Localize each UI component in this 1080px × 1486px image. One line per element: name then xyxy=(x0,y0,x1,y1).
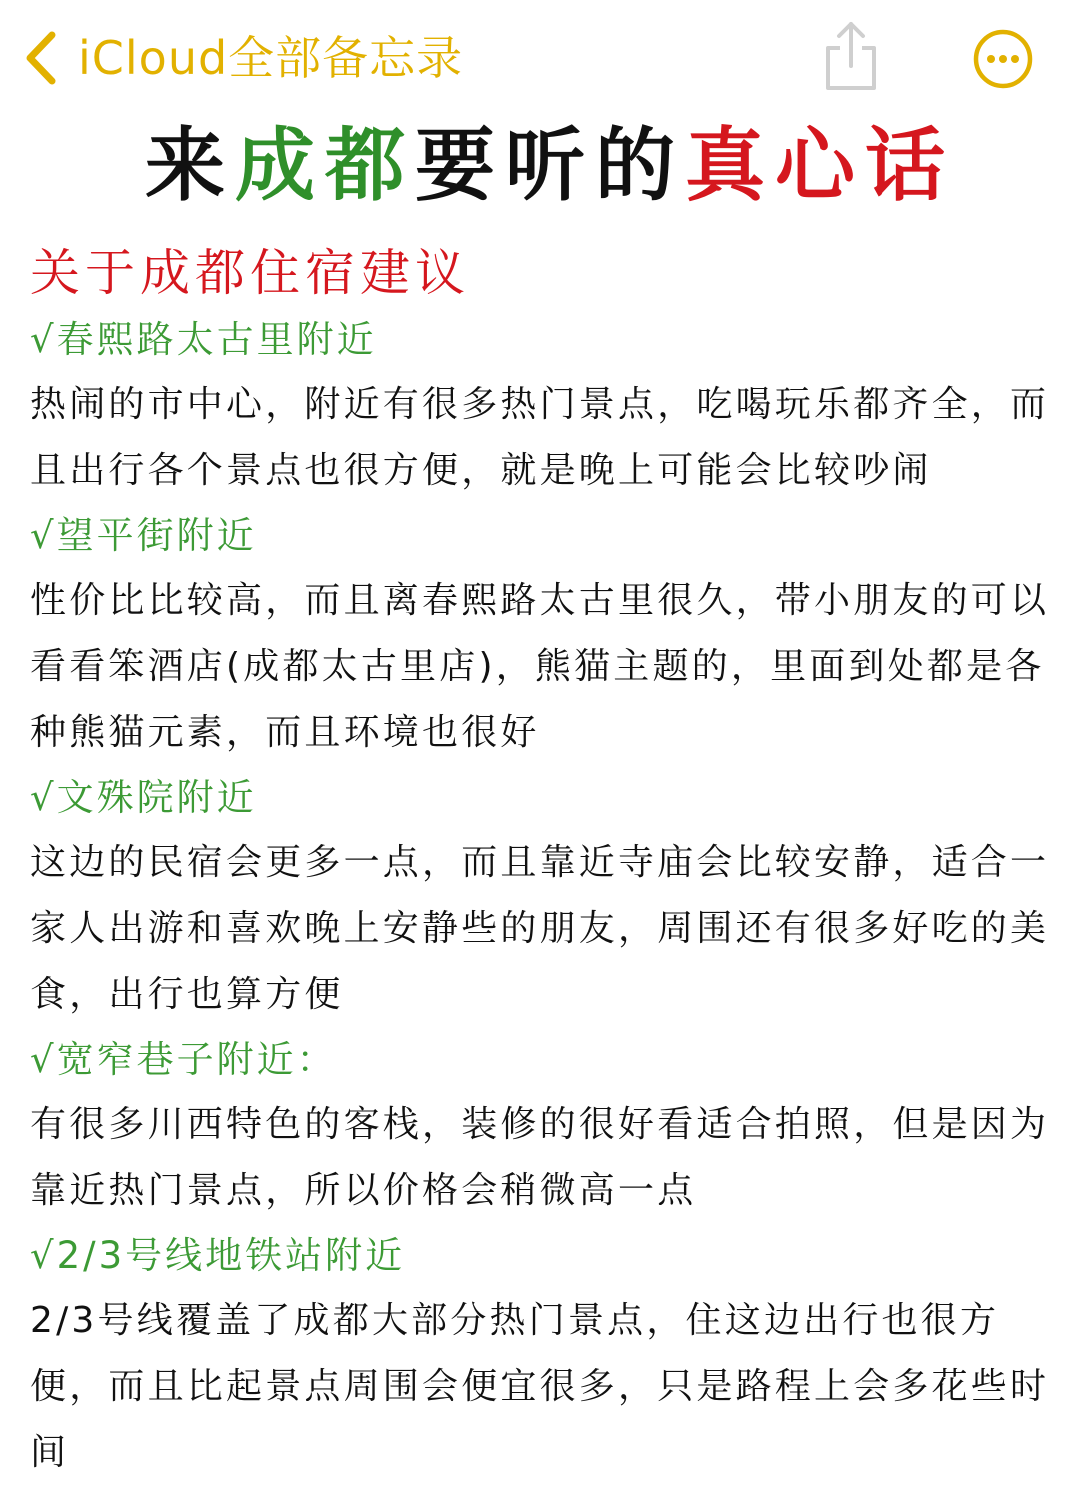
item-body-kuanzhai-alley: 有很多川西特色的客栈，装修的很好看适合拍照，但是因为靠近热门景点，所以价格会稍微高一点 xyxy=(30,1104,1050,1211)
item-heading-chunxi-road: √春熙路太古里附近 xyxy=(30,318,377,361)
title-part-4: 真心话 xyxy=(685,119,955,212)
section-heading: 关于成都住宿建议 xyxy=(30,244,470,302)
navigation-bar xyxy=(0,0,1080,115)
more-icon xyxy=(972,28,1034,90)
item-heading-metro-line-2-3: √2/3号线地铁站附近 xyxy=(30,1234,406,1277)
item-heading-wenshu-monastery: √文殊院附近 xyxy=(30,776,257,819)
item-body-chunxi-road: 热闹的市中心，附近有很多热门景点，吃喝玩乐都齐全，而且出行各个景点也很方便，就是晚上可能会比较吵闹 xyxy=(30,384,1050,491)
chevron-left-icon xyxy=(22,29,60,87)
back-button[interactable] xyxy=(22,28,463,88)
item-heading-kuanzhai-alley: √宽窄巷子附近： xyxy=(30,1038,337,1081)
more-options-button[interactable] xyxy=(972,28,1034,90)
item-body-wenshu-monastery: 这边的民宿会更多一点，而且靠近寺庙会比较安静，适合一家人出游和喜欢晚上安静些的朋友，周围还有很多好吃的美食，出行也算方便 xyxy=(30,842,1050,1015)
title-part-3: 要听的 xyxy=(415,119,685,212)
share-icon xyxy=(820,18,882,94)
title-part-1: 来 xyxy=(145,119,235,212)
item-heading-wangping-street: √望平街附近 xyxy=(30,514,257,557)
note-body[interactable] xyxy=(30,240,1060,1486)
title-part-2: 成都 xyxy=(235,119,415,212)
share-button[interactable] xyxy=(820,18,882,94)
item-body-wangping-street: 性价比比较高，而且离春熙路太古里很久，带小朋友的可以看看笨酒店(成都太古里店)，熊猫主题的，里面到处都是各种熊猫元素，而且环境也很好 xyxy=(30,580,1050,753)
back-label: iCloud全部备忘录 xyxy=(78,31,464,85)
note-title xyxy=(0,118,1080,214)
item-body-metro-line-2-3: 2/3号线覆盖了成都大部分热门景点，住这边出行也很方便，而且比起景点周围会便宜很多，只是路程上会多花些时间 xyxy=(30,1300,1050,1473)
